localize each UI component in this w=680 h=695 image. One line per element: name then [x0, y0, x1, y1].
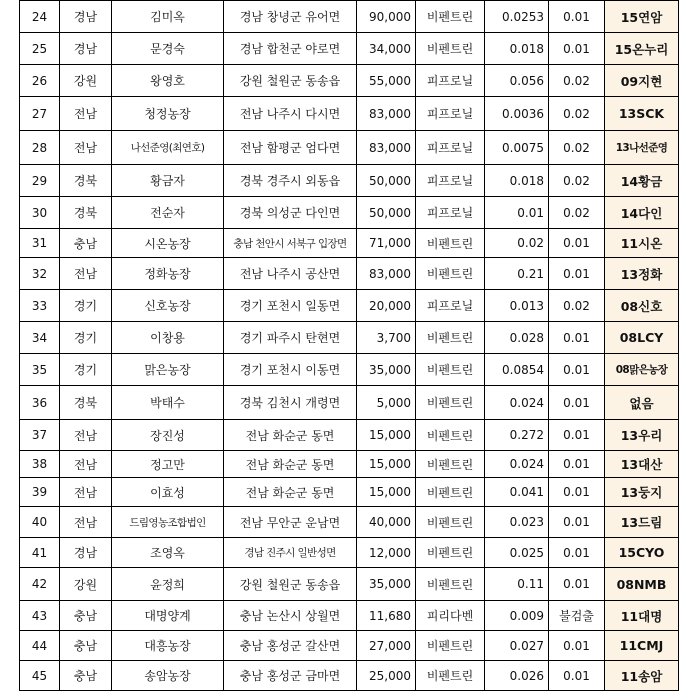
- cell-detected-value: 0.01: [485, 197, 549, 229]
- cell-region: 경기: [60, 354, 112, 386]
- cell-region: 전남: [60, 451, 112, 478]
- cell-product: 피프로닐: [416, 131, 485, 165]
- cell-farm-name: 나선준영(최연호): [112, 131, 224, 165]
- cell-product: 비펜트린: [416, 568, 485, 601]
- cell-no: 32: [20, 258, 60, 290]
- cell-limit-value: 0.01: [549, 661, 605, 691]
- cell-address: 강원 철원군 동송읍: [224, 65, 357, 97]
- cell-limit-value: 0.01: [549, 386, 605, 420]
- cell-product: 비펜트린: [416, 631, 485, 661]
- cell-limit-value: 0.01: [549, 33, 605, 65]
- cell-no: 25: [20, 33, 60, 65]
- cell-region: 전남: [60, 507, 112, 538]
- cell-code: 13나선준영: [605, 131, 679, 165]
- cell-product: 비펜트린: [416, 507, 485, 538]
- cell-address: 강원 철원군 동송읍: [224, 568, 357, 601]
- cell-quantity: 55,000: [357, 65, 416, 97]
- cell-region: 경기: [60, 290, 112, 322]
- cell-no: 44: [20, 631, 60, 661]
- cell-product: 비펜트린: [416, 386, 485, 420]
- cell-region: 전남: [60, 478, 112, 507]
- cell-detected-value: 0.013: [485, 290, 549, 322]
- cell-product: 비펜트린: [416, 229, 485, 258]
- cell-address: 경남 진주시 일반성면: [224, 538, 357, 568]
- cell-farm-name: 신호농장: [112, 290, 224, 322]
- table-row: [20, 97, 679, 131]
- cell-no: 33: [20, 290, 60, 322]
- cell-region: 경남: [60, 33, 112, 65]
- cell-product: 비펜트린: [416, 538, 485, 568]
- cell-farm-name: 맑은농장: [112, 354, 224, 386]
- cell-farm-name: 이창용: [112, 322, 224, 354]
- cell-quantity: 15,000: [357, 420, 416, 451]
- table-row: [20, 1, 679, 33]
- cell-code: 11송암: [605, 661, 679, 691]
- cell-region: 경기: [60, 322, 112, 354]
- cell-address: 충남 천안시 서북구 입장면: [224, 229, 357, 258]
- cell-no: 27: [20, 97, 60, 131]
- table-row: [20, 322, 679, 354]
- cell-code: 08신호: [605, 290, 679, 322]
- table-row: [20, 354, 679, 386]
- table-row: [20, 229, 679, 258]
- cell-quantity: 83,000: [357, 97, 416, 131]
- cell-no: 36: [20, 386, 60, 420]
- cell-address: 전남 화순군 동면: [224, 420, 357, 451]
- table-row: [20, 601, 679, 631]
- cell-limit-value: 0.01: [549, 507, 605, 538]
- cell-product: 피프로닐: [416, 65, 485, 97]
- table-row: [20, 451, 679, 478]
- cell-product: 비펜트린: [416, 258, 485, 290]
- cell-quantity: 12,000: [357, 538, 416, 568]
- cell-no: 24: [20, 1, 60, 33]
- cell-code: 15CYO: [605, 538, 679, 568]
- cell-farm-name: 이효성: [112, 478, 224, 507]
- cell-farm-name: 정화농장: [112, 258, 224, 290]
- cell-address: 충남 논산시 상월면: [224, 601, 357, 631]
- cell-no: 26: [20, 65, 60, 97]
- table-row: [20, 420, 679, 451]
- table-row: [20, 65, 679, 97]
- cell-code: 13드림: [605, 507, 679, 538]
- cell-farm-name: 대명양계: [112, 601, 224, 631]
- table-row: [20, 507, 679, 538]
- cell-detected-value: 0.028: [485, 322, 549, 354]
- table-row: [20, 131, 679, 165]
- cell-product: 피프로닐: [416, 97, 485, 131]
- cell-quantity: 15,000: [357, 478, 416, 507]
- cell-region: 충남: [60, 601, 112, 631]
- cell-farm-name: 윤정희: [112, 568, 224, 601]
- cell-quantity: 50,000: [357, 165, 416, 197]
- cell-region: 강원: [60, 65, 112, 97]
- cell-code: 15온누리: [605, 33, 679, 65]
- cell-no: 40: [20, 507, 60, 538]
- cell-product: 피프로닐: [416, 197, 485, 229]
- cell-product: 비펜트린: [416, 661, 485, 691]
- cell-detected-value: 0.0253: [485, 1, 549, 33]
- cell-quantity: 83,000: [357, 131, 416, 165]
- cell-address: 경기 포천시 일동면: [224, 290, 357, 322]
- cell-address: 충남 홍성군 갈산면: [224, 631, 357, 661]
- cell-quantity: 40,000: [357, 507, 416, 538]
- cell-code: 없음: [605, 386, 679, 420]
- table-row: [20, 568, 679, 601]
- cell-region: 경남: [60, 1, 112, 33]
- cell-region: 충남: [60, 229, 112, 258]
- cell-detected-value: 0.02: [485, 229, 549, 258]
- cell-limit-value: 0.01: [549, 538, 605, 568]
- cell-detected-value: 0.009: [485, 601, 549, 631]
- table-row: [20, 197, 679, 229]
- cell-limit-value: 0.02: [549, 165, 605, 197]
- cell-limit-value: 0.01: [549, 354, 605, 386]
- cell-region: 전남: [60, 131, 112, 165]
- cell-quantity: 34,000: [357, 33, 416, 65]
- cell-quantity: 90,000: [357, 1, 416, 33]
- cell-detected-value: 0.024: [485, 451, 549, 478]
- cell-detected-value: 0.024: [485, 386, 549, 420]
- cell-farm-name: 장진성: [112, 420, 224, 451]
- cell-address: 경남 창녕군 유어면: [224, 1, 357, 33]
- cell-detected-value: 0.041: [485, 478, 549, 507]
- cell-detected-value: 0.026: [485, 661, 549, 691]
- cell-code: 11CMJ: [605, 631, 679, 661]
- cell-limit-value: 불검출: [549, 601, 605, 631]
- table-row: [20, 290, 679, 322]
- cell-farm-name: 정고만: [112, 451, 224, 478]
- cell-no: 37: [20, 420, 60, 451]
- cell-limit-value: 0.01: [549, 478, 605, 507]
- cell-farm-name: 송암농장: [112, 661, 224, 691]
- cell-farm-name: 청정농장: [112, 97, 224, 131]
- cell-address: 전남 나주시 공산면: [224, 258, 357, 290]
- cell-address: 충남 홍성군 금마면: [224, 661, 357, 691]
- cell-code: 14황금: [605, 165, 679, 197]
- cell-product: 피프로닐: [416, 165, 485, 197]
- cell-limit-value: 0.01: [549, 568, 605, 601]
- cell-address: 전남 나주시 다시면: [224, 97, 357, 131]
- cell-no: 39: [20, 478, 60, 507]
- cell-address: 전남 무안군 운남면: [224, 507, 357, 538]
- cell-detected-value: 0.272: [485, 420, 549, 451]
- cell-code: 15연암: [605, 1, 679, 33]
- cell-detected-value: 0.11: [485, 568, 549, 601]
- cell-region: 강원: [60, 568, 112, 601]
- cell-code: 08맑은농장: [605, 354, 679, 386]
- cell-detected-value: 0.025: [485, 538, 549, 568]
- cell-address: 경북 경주시 외동읍: [224, 165, 357, 197]
- cell-quantity: 11,680: [357, 601, 416, 631]
- cell-code: 13둥지: [605, 478, 679, 507]
- cell-quantity: 27,000: [357, 631, 416, 661]
- cell-address: 경기 파주시 탄현면: [224, 322, 357, 354]
- table-row: [20, 631, 679, 661]
- cell-address: 경북 김천시 개령면: [224, 386, 357, 420]
- cell-region: 경북: [60, 386, 112, 420]
- cell-farm-name: 전순자: [112, 197, 224, 229]
- cell-region: 충남: [60, 631, 112, 661]
- cell-code: 09지현: [605, 65, 679, 97]
- cell-detected-value: 0.056: [485, 65, 549, 97]
- table-row: [20, 33, 679, 65]
- cell-address: 경기 포천시 이동면: [224, 354, 357, 386]
- cell-detected-value: 0.0075: [485, 131, 549, 165]
- cell-quantity: 3,700: [357, 322, 416, 354]
- cell-code: 13대산: [605, 451, 679, 478]
- cell-farm-name: 시온농장: [112, 229, 224, 258]
- cell-detected-value: 0.018: [485, 33, 549, 65]
- cell-product: 피리다벤: [416, 601, 485, 631]
- cell-no: 31: [20, 229, 60, 258]
- cell-limit-value: 0.01: [549, 229, 605, 258]
- cell-farm-name: 황금자: [112, 165, 224, 197]
- cell-product: 비펜트린: [416, 354, 485, 386]
- cell-detected-value: 0.027: [485, 631, 549, 661]
- table-row: [20, 538, 679, 568]
- cell-no: 29: [20, 165, 60, 197]
- cell-region: 전남: [60, 258, 112, 290]
- cell-detected-value: 0.21: [485, 258, 549, 290]
- cell-no: 45: [20, 661, 60, 691]
- cell-limit-value: 0.02: [549, 131, 605, 165]
- cell-quantity: 25,000: [357, 661, 416, 691]
- cell-farm-name: 문경숙: [112, 33, 224, 65]
- cell-address: 전남 화순군 동면: [224, 478, 357, 507]
- cell-farm-name: 박태수: [112, 386, 224, 420]
- cell-no: 30: [20, 197, 60, 229]
- cell-product: 비펜트린: [416, 420, 485, 451]
- cell-limit-value: 0.02: [549, 290, 605, 322]
- cell-address: 전남 함평군 엄다면: [224, 131, 357, 165]
- cell-farm-name: 김미옥: [112, 1, 224, 33]
- cell-limit-value: 0.02: [549, 197, 605, 229]
- cell-farm-name: 조영옥: [112, 538, 224, 568]
- cell-detected-value: 0.018: [485, 165, 549, 197]
- cell-code: 08NMB: [605, 568, 679, 601]
- cell-region: 전남: [60, 420, 112, 451]
- table-container: [19, 0, 679, 691]
- cell-address: 경남 합천군 야로면: [224, 33, 357, 65]
- cell-limit-value: 0.02: [549, 65, 605, 97]
- cell-no: 41: [20, 538, 60, 568]
- cell-farm-name: 대흥농장: [112, 631, 224, 661]
- cell-detected-value: 0.0036: [485, 97, 549, 131]
- table-row: [20, 165, 679, 197]
- cell-no: 34: [20, 322, 60, 354]
- cell-quantity: 5,000: [357, 386, 416, 420]
- cell-no: 42: [20, 568, 60, 601]
- cell-limit-value: 0.02: [549, 97, 605, 131]
- cell-limit-value: 0.01: [549, 322, 605, 354]
- cell-quantity: 50,000: [357, 197, 416, 229]
- cell-quantity: 35,000: [357, 568, 416, 601]
- cell-farm-name: 왕영호: [112, 65, 224, 97]
- cell-detected-value: 0.023: [485, 507, 549, 538]
- cell-limit-value: 0.01: [549, 258, 605, 290]
- cell-region: 경북: [60, 197, 112, 229]
- cell-product: 비펜트린: [416, 322, 485, 354]
- cell-limit-value: 0.01: [549, 420, 605, 451]
- cell-no: 28: [20, 131, 60, 165]
- cell-address: 경북 의성군 다인면: [224, 197, 357, 229]
- table-row: [20, 386, 679, 420]
- cell-product: 피프로닐: [416, 290, 485, 322]
- table-row: [20, 661, 679, 691]
- cell-product: 비펜트린: [416, 1, 485, 33]
- cell-quantity: 20,000: [357, 290, 416, 322]
- cell-no: 38: [20, 451, 60, 478]
- cell-code: 13정화: [605, 258, 679, 290]
- cell-quantity: 15,000: [357, 451, 416, 478]
- cell-address: 전남 화순군 동면: [224, 451, 357, 478]
- cell-code: 11대명: [605, 601, 679, 631]
- cell-quantity: 71,000: [357, 229, 416, 258]
- cell-region: 충남: [60, 661, 112, 691]
- table-body: [20, 1, 679, 691]
- table-row: [20, 258, 679, 290]
- farm-inspection-table: [19, 0, 679, 691]
- cell-code: 08LCY: [605, 322, 679, 354]
- cell-limit-value: 0.01: [549, 631, 605, 661]
- cell-code: 13우리: [605, 420, 679, 451]
- cell-limit-value: 0.01: [549, 1, 605, 33]
- cell-product: 비펜트린: [416, 451, 485, 478]
- cell-product: 비펜트린: [416, 478, 485, 507]
- cell-code: 14다인: [605, 197, 679, 229]
- cell-quantity: 83,000: [357, 258, 416, 290]
- cell-no: 43: [20, 601, 60, 631]
- cell-code: 13SCK: [605, 97, 679, 131]
- cell-quantity: 35,000: [357, 354, 416, 386]
- cell-product: 비펜트린: [416, 33, 485, 65]
- cell-farm-name: 드림영농조합법인: [112, 507, 224, 538]
- table-row: [20, 478, 679, 507]
- cell-detected-value: 0.0854: [485, 354, 549, 386]
- cell-region: 경남: [60, 538, 112, 568]
- cell-limit-value: 0.01: [549, 451, 605, 478]
- cell-code: 11시온: [605, 229, 679, 258]
- cell-no: 35: [20, 354, 60, 386]
- cell-region: 경북: [60, 165, 112, 197]
- cell-region: 전남: [60, 97, 112, 131]
